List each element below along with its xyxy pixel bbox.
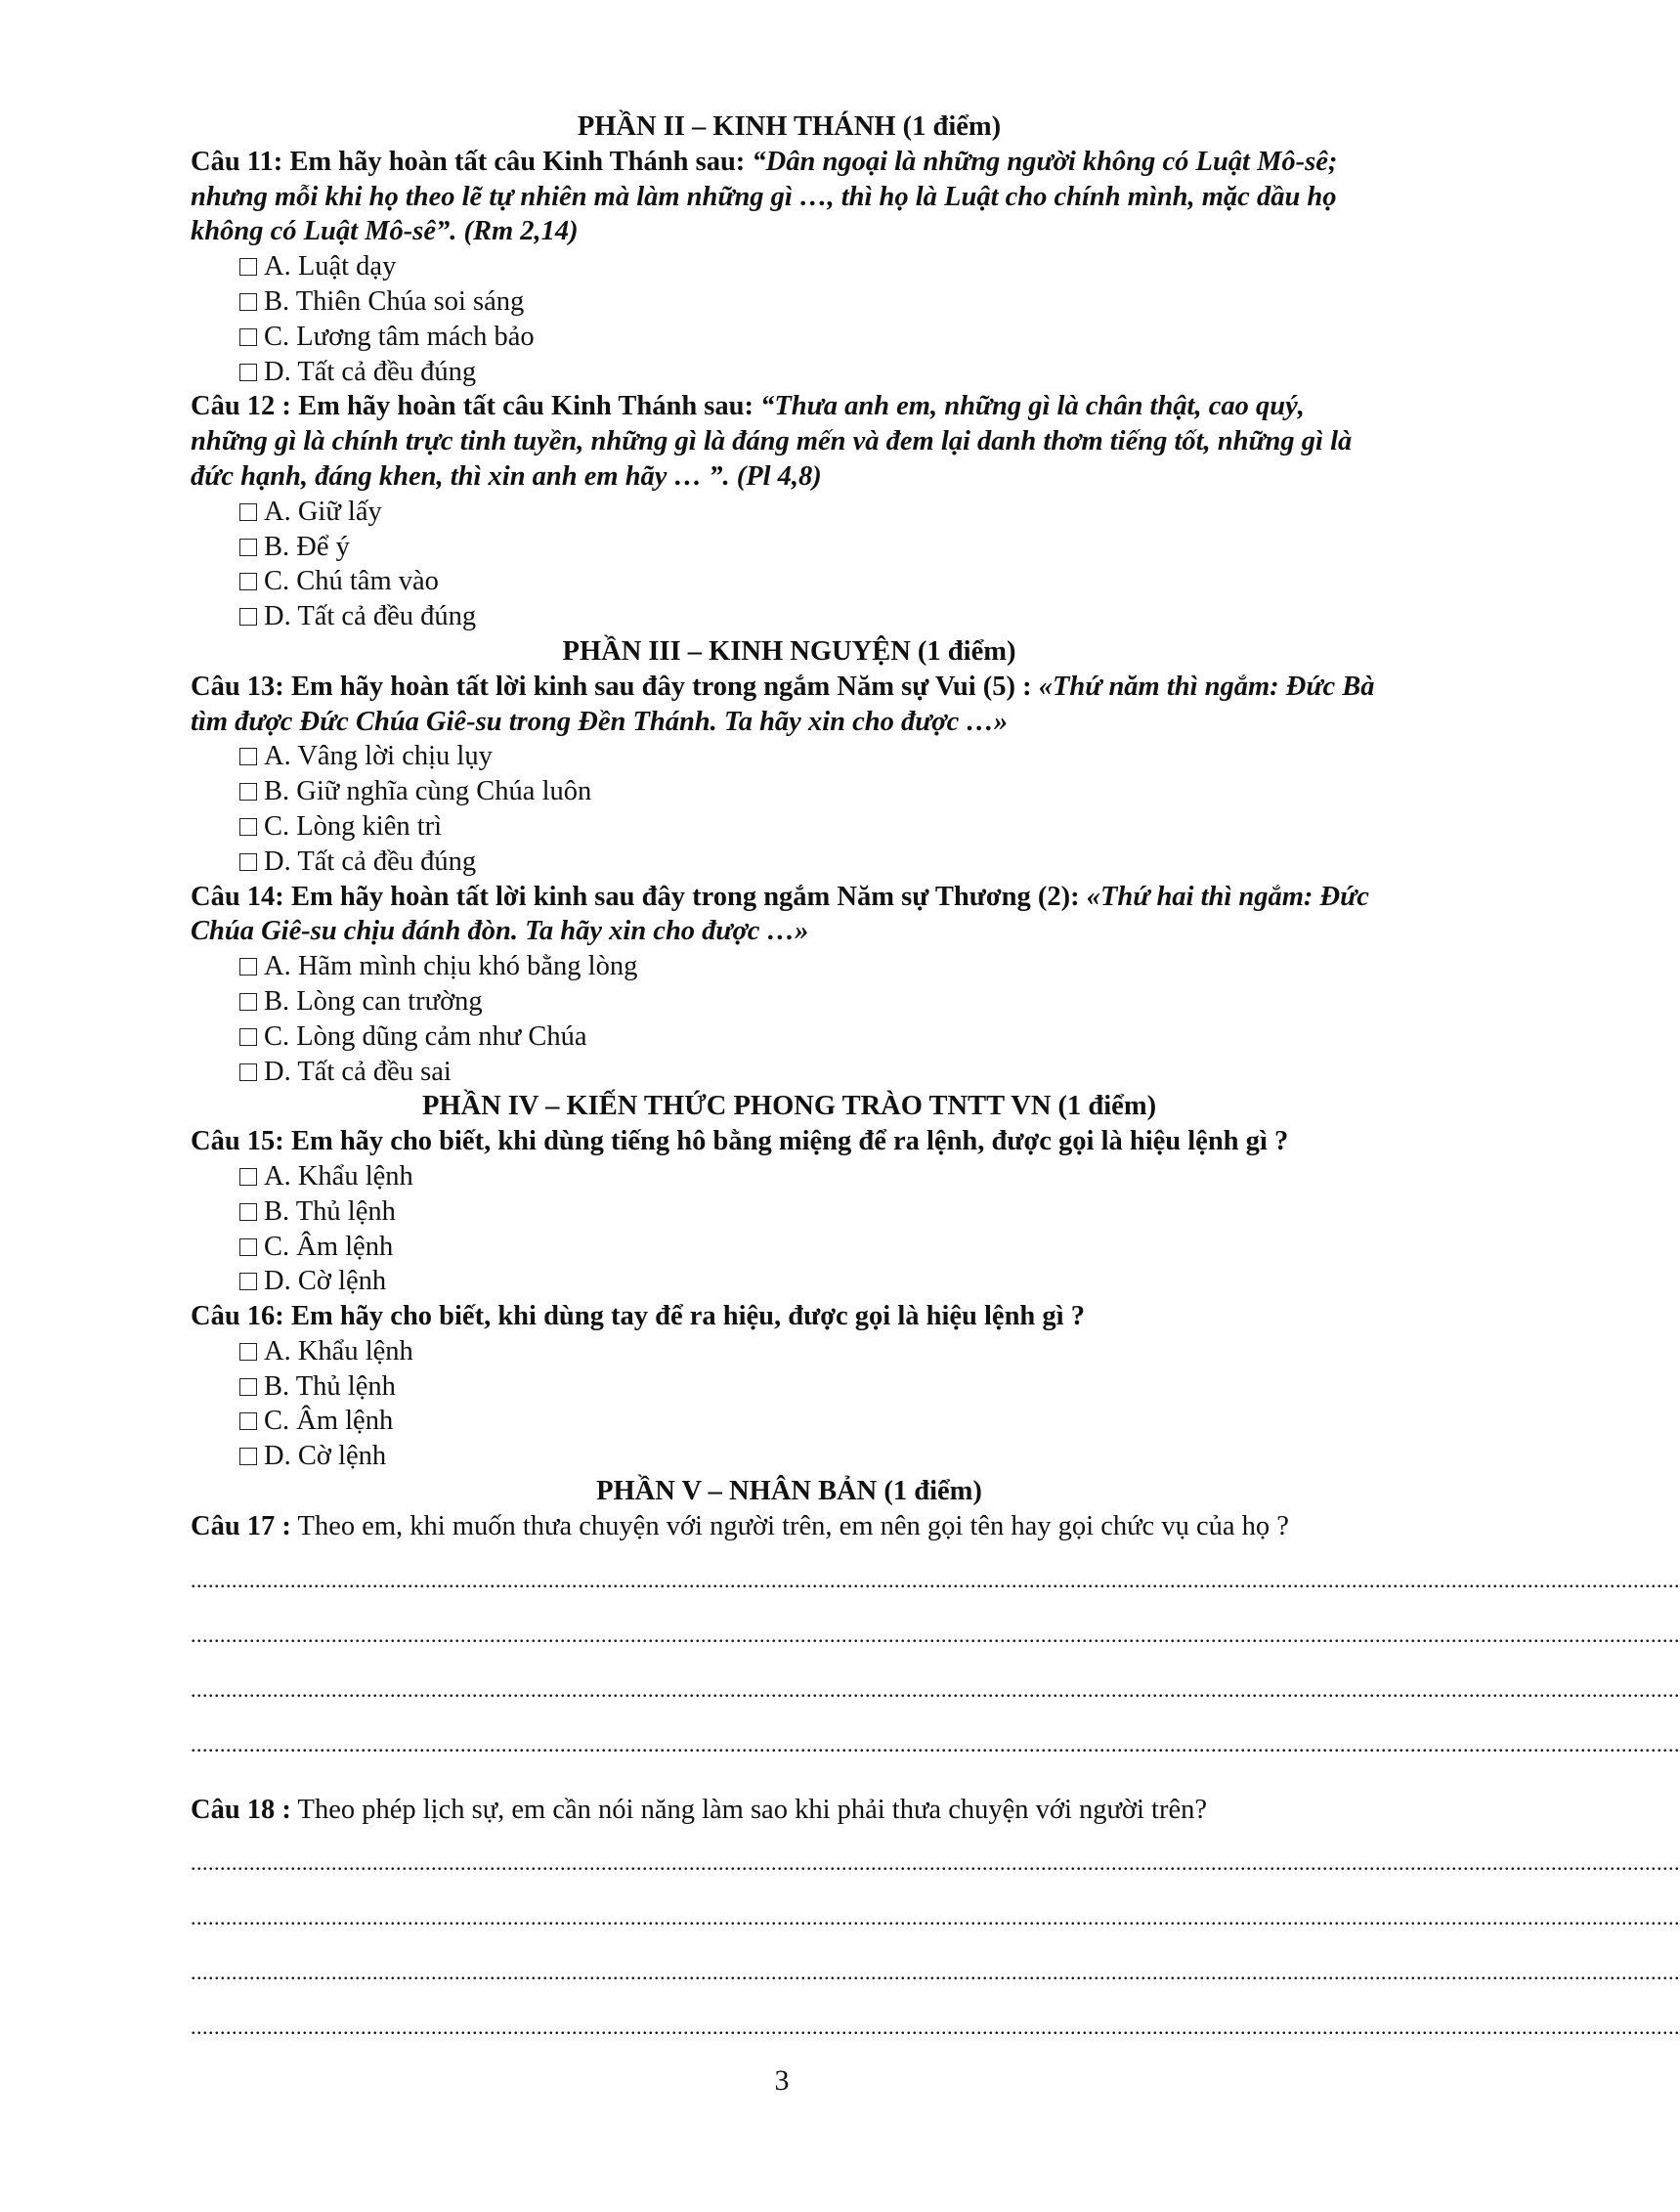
question-prompt: Em hãy hoàn tất câu Kinh Thánh sau: bbox=[282, 146, 753, 177]
question-prompt: Em hãy cho biết, khi dùng tiếng hô bằng miệng để ra lệnh, được gọi là hiệu lệnh gì ? bbox=[283, 1126, 1289, 1157]
question-quote: “Thưa anh em, những gì là chân thật, cao quý, những gì là chính trực tinh tuyền, những gì là đáng mến và đem lại danh thơm tiếng tốt, những gì là đức hạnh, đáng khen, thì xin anh em hãy … ”. (Pl 4,8) bbox=[191, 391, 1353, 492]
question-label: Câu 15: bbox=[191, 1126, 284, 1157]
checkbox[interactable] bbox=[239, 328, 257, 346]
option-c[interactable] bbox=[239, 320, 1388, 355]
answer-line[interactable] bbox=[191, 1654, 1680, 1709]
option-a[interactable] bbox=[239, 1334, 1388, 1369]
section-title-kinh-nguyen: PHẦN III – KINH NGUYỆN (1 điểm) bbox=[562, 635, 1016, 667]
question-15 bbox=[191, 1124, 1388, 1159]
question-quote: “Dân ngoại là những người không có Luật Mô-sê; nhưng mỗi khi họ theo lẽ tự nhiên mà làm những gì …, thì họ là Luật cho chính mình, mặc dầu họ không có Luật Mô-sê”. (Rm 2,14) bbox=[191, 146, 1338, 247]
option-label: B. Thiên Chúa soi sáng bbox=[264, 285, 525, 317]
question-11 bbox=[191, 145, 1388, 249]
option-a[interactable] bbox=[239, 949, 1388, 984]
option-label: A. Khẩu lệnh bbox=[264, 1335, 413, 1366]
option-label: B. Thủ lệnh bbox=[264, 1195, 396, 1227]
checkbox[interactable] bbox=[239, 258, 257, 276]
option-label: C. Âm lệnh bbox=[264, 1231, 394, 1262]
question-label: Câu 14: bbox=[191, 881, 284, 912]
checkbox[interactable] bbox=[239, 1168, 257, 1186]
option-label: A. Hãm mình chịu khó bằng lòng bbox=[264, 951, 638, 982]
answer-area-q18[interactable] bbox=[191, 1827, 1680, 2046]
question-quote: «Thứ năm thì ngắm: Đức Bà tìm được Đức Chúa Giê-su trong Đền Thánh. Ta hãy xin cho được …» bbox=[191, 671, 1375, 737]
checkbox[interactable] bbox=[239, 608, 257, 626]
question-label: Câu 13: bbox=[191, 671, 284, 702]
question-12 bbox=[191, 389, 1388, 494]
checkbox[interactable] bbox=[239, 1238, 257, 1256]
option-label: A. Luật dạy bbox=[264, 251, 397, 282]
option-a[interactable] bbox=[239, 495, 1388, 530]
question-label: Câu 17 : bbox=[191, 1510, 291, 1541]
option-d[interactable] bbox=[239, 1055, 1388, 1090]
question-prompt: Em hãy hoàn tất câu Kinh Thánh sau: bbox=[290, 391, 761, 422]
question-prompt: Em hãy hoàn tất lời kinh sau đây trong ngắm Năm sự Thương (2): bbox=[283, 881, 1087, 912]
question-18 bbox=[191, 1793, 1388, 1828]
answer-line[interactable] bbox=[191, 1882, 1680, 1936]
option-c[interactable] bbox=[239, 809, 1388, 845]
checkbox[interactable] bbox=[239, 1412, 257, 1430]
option-label: A. Vâng lời chịu lụy bbox=[264, 741, 493, 772]
option-label: D. Tất cả đều đúng bbox=[264, 601, 477, 632]
option-b[interactable] bbox=[239, 530, 1388, 565]
checkbox[interactable] bbox=[239, 1448, 257, 1465]
question-prompt: Theo em, khi muốn thưa chuyện với người trên, em nên gọi tên hay gọi chức vụ của họ ? bbox=[290, 1510, 1289, 1541]
checkbox[interactable] bbox=[239, 1028, 257, 1046]
answer-line[interactable] bbox=[191, 1599, 1680, 1654]
option-d[interactable] bbox=[239, 1264, 1388, 1299]
dotted-line: .............................................................................................................................................................................................................................................................. bbox=[191, 1960, 1680, 1985]
option-b[interactable] bbox=[239, 774, 1388, 809]
option-label: D. Tất cả đều sai bbox=[264, 1056, 452, 1087]
option-a[interactable] bbox=[239, 249, 1388, 284]
dotted-line: .............................................................................................................................................................................................................................................................. bbox=[191, 1676, 1680, 1702]
question-prompt: Em hãy hoàn tất lời kinh sau đây trong ngắm Năm sự Vui (5) : bbox=[283, 671, 1039, 702]
option-label: A. Giữ lấy bbox=[264, 496, 382, 527]
checkbox[interactable] bbox=[239, 958, 257, 976]
checkbox[interactable] bbox=[239, 293, 257, 311]
option-label: B. Lòng can trường bbox=[264, 985, 483, 1017]
checkbox[interactable] bbox=[239, 748, 257, 765]
option-label: B. Để ý bbox=[264, 531, 350, 562]
option-label: C. Lương tâm mách bảo bbox=[264, 321, 535, 352]
question-17 bbox=[191, 1509, 1388, 1544]
option-d[interactable] bbox=[239, 599, 1388, 634]
options-q14 bbox=[191, 949, 1388, 1089]
option-b[interactable] bbox=[239, 284, 1388, 320]
option-d[interactable] bbox=[239, 1439, 1388, 1474]
option-label: C. Âm lệnh bbox=[264, 1406, 394, 1437]
checkbox[interactable] bbox=[239, 503, 257, 521]
option-label: A. Khẩu lệnh bbox=[264, 1160, 413, 1192]
question-13 bbox=[191, 670, 1388, 740]
page-number: 3 bbox=[774, 2064, 790, 2097]
question-label: Câu 12 : bbox=[191, 391, 291, 422]
checkbox[interactable] bbox=[239, 539, 257, 556]
answer-line[interactable] bbox=[191, 1936, 1680, 1991]
question-prompt: Em hãy cho biết, khi dùng tay để ra hiệu, được gọi là hiệu lệnh gì ? bbox=[283, 1301, 1085, 1332]
dotted-line: .............................................................................................................................................................................................................................................................. bbox=[191, 1567, 1680, 1592]
checkbox[interactable] bbox=[239, 364, 257, 381]
options-q13 bbox=[191, 739, 1388, 879]
option-c[interactable] bbox=[239, 564, 1388, 599]
option-label: C. Chú tâm vào bbox=[264, 566, 439, 597]
dotted-line: .............................................................................................................................................................................................................................................................. bbox=[191, 2015, 1680, 2040]
dotted-line: .............................................................................................................................................................................................................................................................. bbox=[191, 1905, 1680, 1930]
section-title-phong-trao: PHẦN IV – KIẾN THỨC PHONG TRÀO TNTT VN (1 điểm) bbox=[421, 1091, 1157, 1122]
option-label: B. Thủ lệnh bbox=[264, 1370, 396, 1402]
option-d[interactable] bbox=[239, 845, 1388, 880]
answer-area-q17[interactable] bbox=[191, 1544, 1680, 1763]
checkbox[interactable] bbox=[239, 1378, 257, 1396]
question-14 bbox=[191, 880, 1388, 950]
option-a[interactable] bbox=[239, 739, 1388, 774]
question-quote: «Thứ hai thì ngắm: Đức Chúa Giê-su chịu đánh đòn. Ta hãy xin cho được …» bbox=[191, 881, 1369, 947]
question-label: Câu 16: bbox=[191, 1301, 284, 1332]
question-label: Câu 18 : bbox=[191, 1794, 291, 1825]
options-q11 bbox=[191, 249, 1388, 389]
options-q15 bbox=[191, 1159, 1388, 1299]
question-prompt: Theo phép lịch sự, em cần nói năng làm sao khi phải thưa chuyện với người trên? bbox=[290, 1794, 1208, 1825]
option-c[interactable] bbox=[239, 1230, 1388, 1265]
checkbox[interactable] bbox=[239, 783, 257, 801]
section-title-nhan-ban: PHẦN V – NHÂN BẢN (1 điểm) bbox=[596, 1476, 982, 1507]
option-label: D. Tất cả đều đúng bbox=[264, 356, 477, 387]
option-d[interactable] bbox=[239, 355, 1388, 390]
dotted-line: .............................................................................................................................................................................................................................................................. bbox=[191, 1622, 1680, 1647]
question-label: Câu 11: bbox=[191, 146, 283, 177]
options-q12 bbox=[191, 495, 1388, 634]
checkbox[interactable] bbox=[239, 1063, 257, 1081]
option-label: C. Lòng kiên trì bbox=[264, 810, 443, 842]
option-b[interactable] bbox=[239, 1369, 1388, 1405]
option-b[interactable] bbox=[239, 1194, 1388, 1230]
option-a[interactable] bbox=[239, 1159, 1388, 1194]
options-q16 bbox=[191, 1334, 1388, 1474]
option-label: B. Giữ nghĩa cùng Chúa luôn bbox=[264, 776, 592, 807]
option-label: D. Cờ lệnh bbox=[264, 1266, 387, 1297]
checkbox[interactable] bbox=[239, 1343, 257, 1361]
dotted-line: .............................................................................................................................................................................................................................................................. bbox=[191, 1731, 1680, 1757]
dotted-line: .............................................................................................................................................................................................................................................................. bbox=[191, 1850, 1680, 1876]
checkbox[interactable] bbox=[239, 853, 257, 871]
option-label: D. Tất cả đều đúng bbox=[264, 846, 477, 877]
answer-line[interactable] bbox=[191, 1991, 1680, 2046]
checkbox[interactable] bbox=[239, 1203, 257, 1221]
question-16 bbox=[191, 1299, 1388, 1334]
option-label: C. Lòng dũng cảm như Chúa bbox=[264, 1020, 587, 1052]
answer-line[interactable] bbox=[191, 1544, 1680, 1599]
checkbox[interactable] bbox=[239, 573, 257, 590]
page-content bbox=[191, 109, 1680, 2046]
option-c[interactable] bbox=[239, 1019, 1388, 1055]
option-b[interactable] bbox=[239, 984, 1388, 1019]
answer-line[interactable] bbox=[191, 1709, 1680, 1763]
option-label: D. Cờ lệnh bbox=[264, 1441, 387, 1472]
checkbox[interactable] bbox=[239, 818, 257, 836]
answer-line[interactable] bbox=[191, 1827, 1680, 1882]
checkbox[interactable] bbox=[239, 1273, 257, 1290]
section-title-kinh-thanh: PHẦN II – KINH THÁNH (1 điểm) bbox=[577, 111, 1002, 142]
spacer bbox=[191, 1763, 1388, 1793]
option-c[interactable] bbox=[239, 1404, 1388, 1439]
checkbox[interactable] bbox=[239, 993, 257, 1011]
